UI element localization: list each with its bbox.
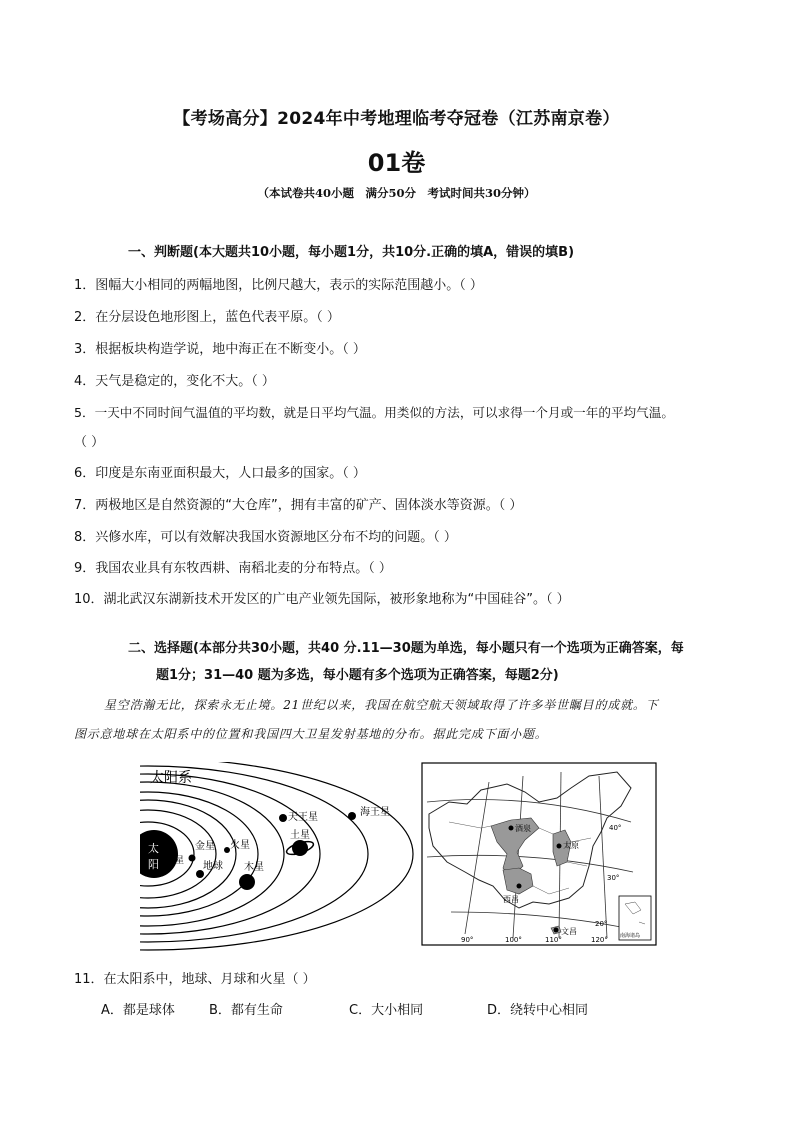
option-a[interactable]: A．都是球体 xyxy=(101,1003,175,1018)
lat-20-label: 20° xyxy=(595,920,608,928)
solar-system-diagram xyxy=(140,762,420,958)
lat-30-label: 30° xyxy=(607,874,620,882)
lon-90-label: 90° xyxy=(461,936,474,944)
sun-label-2: 阳 xyxy=(148,858,159,871)
question-6: 6．印度是东南亚面积最大，人口最多的国家。（ ） xyxy=(74,466,366,481)
uranus-icon xyxy=(279,814,287,822)
question-3: 3．根据板块构造学说，地中海正在不断变小。（ ） xyxy=(74,342,366,357)
option-c[interactable]: C．大小相同 xyxy=(349,1003,424,1018)
question-5-continued: （ ） xyxy=(74,435,105,450)
question-7: 7．两极地区是自然资源的“大仓库”，拥有丰富的矿产、固体淡水等资源。（ ） xyxy=(74,498,523,513)
neptune-label: 海王星 xyxy=(360,807,390,818)
mars-label: 火星 xyxy=(230,840,250,851)
taiyuan-label: 太原 xyxy=(563,841,579,850)
jiuquan-label: 酒泉 xyxy=(515,824,531,833)
lon-100-label: 100° xyxy=(505,936,522,944)
intro-line2: 图示意地球在太阳系中的位置和我国四大卫星发射基地的分布。据此完成下面小题。 xyxy=(74,727,548,741)
section1-heading: 一、判断题(本大题共10小题，每小题1分，共10分.正确的填A，错误的填B) xyxy=(128,245,575,260)
earth-label: 地球 xyxy=(203,861,223,872)
question-8: 8．兴修水库，可以有效解决我国水资源地区分布不均的问题。（ ） xyxy=(74,530,457,545)
sun-label-1: 太 xyxy=(148,842,159,855)
venus-icon xyxy=(189,855,196,862)
jupiter-icon xyxy=(239,874,255,890)
wenchang-label: 文昌 xyxy=(561,927,577,936)
question-11-stem: 11．在太阳系中，地球、月球和火星（ ） xyxy=(74,972,316,987)
intro-line1: 星空浩瀚无比，探索永无止境。21世纪以来，我国在航空航天领域取得了许多举世瞩目的成就。下 xyxy=(104,698,659,712)
xichang-label: 西昌 xyxy=(503,895,519,904)
lon-120-label: 120° xyxy=(591,936,608,944)
saturn-label: 土星 xyxy=(290,830,310,841)
question-1: 1．图幅大小相同的两幅地图，比例尺越大，表示的实际范围越小。（ ） xyxy=(74,278,483,293)
venus-label: 金星 xyxy=(195,841,215,852)
option-d[interactable]: D．绕转中心相同 xyxy=(487,1003,589,1018)
xichang-site-icon xyxy=(517,884,522,889)
exam-meta: （本试卷共40小题 满分50分 考试时间共30分钟） xyxy=(257,186,536,200)
question-2: 2．在分层设色地形图上，蓝色代表平原。（ ） xyxy=(74,310,340,325)
launch-sites-map xyxy=(421,762,657,948)
neptune-icon xyxy=(348,812,356,820)
question-9: 9．我国农业具有东牧西耕、南稻北麦的分布特点。（ ） xyxy=(74,561,392,576)
lat-40-label: 40° xyxy=(609,824,622,832)
question-4: 4．天气是稳定的，变化不大。（ ） xyxy=(74,374,275,389)
taiyuan-site-icon xyxy=(557,844,562,849)
solar-diagram-title: 太阳系 xyxy=(150,770,192,786)
question-10: 10．湖北武汉东湖新技术开发区的广电产业领先国际，被形象地称为“中国硅谷”。（ ） xyxy=(74,592,570,607)
lon-110-label: 110° xyxy=(545,936,562,944)
uranus-label: 天王星 xyxy=(288,812,318,823)
question-5: 5．一天中不同时间气温值的平均数，就是日平均气温。用类似的方法，可以求得一个月或一年的平均气温。 xyxy=(74,405,674,420)
option-b[interactable]: B．都有生命 xyxy=(209,1003,283,1018)
wenchang-site-icon xyxy=(554,928,559,933)
exam-title: 【考场高分】2024年中考地理临考夺冠卷（江苏南京卷） xyxy=(173,109,620,129)
south-sea-inset-label: 南海诸岛 xyxy=(620,933,641,939)
section2-heading-line1: 二、选择题(本部分共30小题，共40 分.11—30题为单选，每小题只有一个选项为正确答案，每 xyxy=(128,641,684,656)
exam-subtitle: 01卷 xyxy=(367,149,426,177)
mercury-label: 水星 xyxy=(166,856,185,866)
jiuquan-site-icon xyxy=(509,826,514,831)
section2-heading-line2: 题1分；31—40 题为多选，每小题有多个选项为正确答案，每题2分) xyxy=(156,668,559,683)
jupiter-label: 木星 xyxy=(244,862,264,873)
